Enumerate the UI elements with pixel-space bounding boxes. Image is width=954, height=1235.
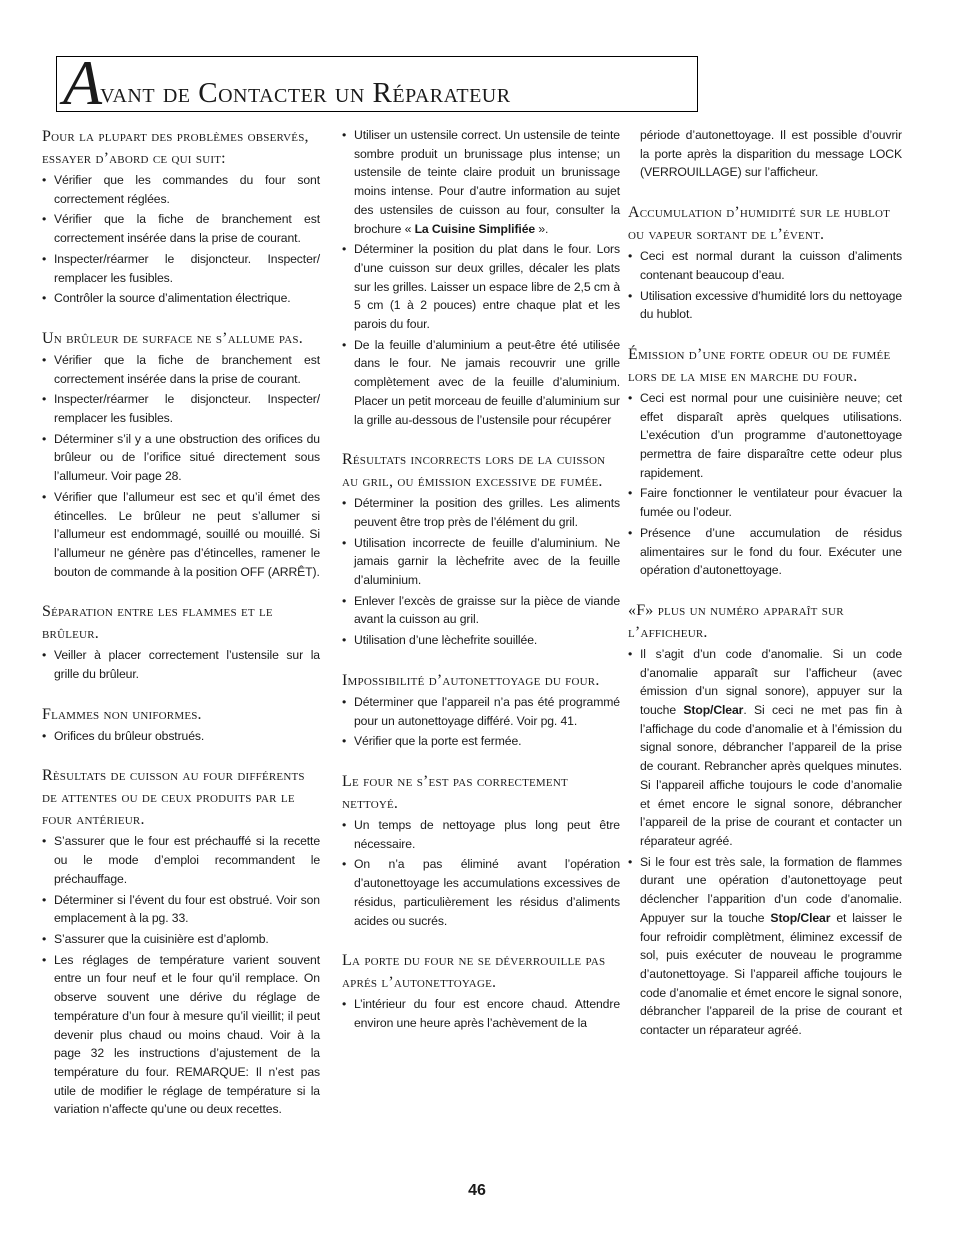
bullet-list (342, 126, 620, 429)
list-item: • Les réglages de température varient souvent entre un four neuf et le four qu’il remplace. On observe souvent une dérive du réglage de température d’un four à mesure qu’il vieillit; il peut devenir plus chaud ou moins chaud. Voir à la page 32 les instructions d’ajustement de la température du four. REMARQUE: Il n’est pas utile de modifier le réglage de température si la variation n’affecte qu’une ou deux recettes. (42, 951, 320, 1119)
list-item: • Utiliser un ustensile correct. Un ustensile de teinte sombre produit un brunissage plus intense; un ustensile de teinte claire produit un brunissage moins intense. Pour d’autre information au sujet des ustensiles de cuisson au four, consulter la brochure « La Cuisine Simplifiée ». (342, 126, 620, 238)
list-item: • S’assurer que le four est préchauffé si la recette ou le mode d’emploi recommandent le préchauffage. (42, 832, 320, 888)
bullet-list (42, 832, 320, 1119)
section-heading: Accumulation d’humidité sur le hublot ou vapeur sortant de l’évent. (628, 204, 891, 244)
section-heading: Le four ne s’est pas correctement nettoyé. (342, 772, 568, 812)
troubleshooting-section (42, 601, 320, 683)
list-item: • Si le four est très sale, la formation de flammes durant une opération d’autonettoyage peut déclencher l’apparition d’un code d’anomalie. Appuyer sur la touche Stop/Clear et laisser le four refroidir complètment, éliminez excessif de sol, puis exécuter de nouveau le programme d’autonettoyage. Si l’appareil affiche toujours le code d’anomalie et émet encore le signal sonore, débrancher l’appareil de la prise de courant et contacter un réparateur agréé. (628, 853, 902, 1040)
troubleshooting-section (628, 202, 902, 324)
page-number: 46 (468, 1182, 486, 1199)
section-heading: Émission d’une forte odeur ou de fumée lors de la mise en marche du four. (628, 345, 891, 385)
section-heading: Flammes non uniformes. (42, 705, 202, 723)
section-heading: La porte du four ne se déverrouille pas aprés l’autonettoyage. (342, 952, 606, 992)
troubleshooting-section (342, 126, 620, 429)
list-item: • Vérifier que l’allumeur est sec et qu’il émet des étincelles. Le brûleur ne peut s’allumer si l’allumeur est endommagé, souillé ou mouillé. Si l’allumeur ne génère pas d’étincelles, ramener le bouton de commande à la position OFF (ARRÊT). (42, 488, 320, 582)
list-item: • S’assurer que la cuisinière est d’aplomb. (42, 930, 320, 949)
bullet-list (628, 389, 902, 580)
column-2 (342, 126, 620, 1053)
bold-term: La Cuisine Simplifiée (414, 221, 536, 236)
section-heading: Pour la plupart des problèmes observés, essayer d’abord ce qui suit: (42, 128, 309, 167)
troubleshooting-section (342, 670, 620, 751)
list-item: • Utilisation d’une lèchefrite souillée. (342, 631, 620, 650)
section-heading: Rèsultats de cuisson au four différents de attentes ou de ceux produits par le four antérieur. (42, 767, 305, 829)
bold-term: Stop/Clear (770, 910, 831, 925)
troubleshooting-section (628, 126, 902, 182)
section-heading: Séparation entre les flammes et le brûleur. (42, 603, 273, 643)
troubleshooting-section (342, 449, 620, 650)
bullet-list (42, 727, 320, 746)
title-initial: A (63, 56, 103, 112)
troubleshooting-section (342, 771, 620, 930)
list-item: • Vérifier que les commandes du four sont correctement réglées. (42, 171, 320, 208)
bold-term: Stop/Clear (683, 703, 744, 718)
list-item: • Contrôler la source d’alimentation électrique. (42, 289, 320, 308)
list-item: • Un temps de nettoyage plus long peut être nécessaire. (342, 816, 620, 853)
list-item: • Utilisation excessive d’humidité lors du nettoyage du hublot. (628, 287, 902, 324)
list-item: • On n’a pas éliminé avant l’opération d’autonettoyage les accumulations excessives de résidus, particulièrement les résidus d’aliments acides ou sucrés. (342, 855, 620, 930)
list-item: • Déterminer s’il y a une obstruction des orifices du brûleur ou de l’orifice situé directement sous l’allumeur. Voir page 28. (42, 430, 320, 486)
list-item: • Enlever l’excès de graisse sur la pièce de viande avant la cuisson au gril. (342, 592, 620, 629)
bullet-list (42, 171, 320, 308)
section-heading: Résultats incorrects lors de la cuisson au gril, ou émission excessive de fumée. (342, 451, 606, 491)
bullet-list (42, 351, 320, 581)
list-item: • Faire fonctionner le ventilateur pour évacuer la fumée ou l’odeur. (628, 484, 902, 521)
list-item: • De la feuille d’aluminium a peut-être été utilisée dans le four. Ne jamais recouvrir une grille complètement avec de la feuille d’aluminium. Placer un petit morceau de feuille d’aluminium sur la grille au-dessous de l’ustensile pour récupérer (342, 336, 620, 430)
section-heading: Un brûleur de surface ne s’allume pas. (42, 329, 303, 347)
troubleshooting-section (42, 328, 320, 581)
list-item: • Vérifier que la fiche de branchement est correctement insérée dans la prise de courant. (42, 351, 320, 388)
section-heading: «F» plus un numéro apparaît sur l’afficheur. (628, 601, 844, 641)
bullet-list (628, 645, 902, 1040)
list-item: • Inspecter/réarmer le disjoncteur. Inspecter/ remplacer les fusibles. (42, 390, 320, 427)
list-item: • Déterminer la position des grilles. Les aliments peuvent être trop près de l’élément du gril. (342, 494, 620, 531)
column-3 (628, 126, 902, 1060)
list-item: • Vérifier que la fiche de branchement est correctement insérée dans la prise de courant. (42, 210, 320, 247)
page-title (56, 56, 698, 112)
list-item: • Déterminer si l’évent du four est obstrué. Voir son emplacement à la pg. 33. (42, 891, 320, 928)
list-item: • Il s’agit d’un code d’anomalie. Si un code d’anomalie apparaît sur l’afficheur (avec émission d’un signal sonore), appuyer sur la touche Stop/Clear. Si ceci ne met pas fin à l’affichage du code d’anomalie et à l’émission du signal sonore, débrancher l’appareil de la prise de courant. Rebrancher après quelques minutes. Si l’appareil affiche toujours le code d’anomalie et émet encore le signal sonore, débrancher l’appareil de la prise de courant et contacter un réparateur agréé. (628, 645, 902, 851)
list-item: • Déterminer que l’appareil n’a pas été programmé pour un autonettoyage différé. Voir pg. 41. (342, 693, 620, 730)
list-item: • Ceci est normal durant la cuisson d’aliments contenant beaucoup d’eau. (628, 247, 902, 284)
troubleshooting-section (42, 765, 320, 1119)
bullet-list (42, 646, 320, 683)
bullet-list (628, 247, 902, 324)
troubleshooting-section (42, 126, 320, 308)
section-heading: Impossibilité d’autonettoyage du four. (342, 671, 600, 689)
list-item: • Veiller à placer correctement l’ustensile sur la grille du brûleur. (42, 646, 320, 683)
list-item: • Orifices du brûleur obstrués. (42, 727, 320, 746)
bullet-list (342, 816, 620, 930)
list-item: • Inspecter/réarmer le disjoncteur. Inspecter/ remplacer les fusibles. (42, 250, 320, 287)
bullet-list (342, 693, 620, 751)
bullet-list (342, 995, 620, 1032)
bullet-list (342, 494, 620, 650)
troubleshooting-section (342, 950, 620, 1032)
list-item: • Utilisation incorrecte de feuille d’aluminium. Ne jamais garnir la lèchefrite avec de la feuille d’aluminium. (342, 534, 620, 590)
troubleshooting-section (628, 344, 902, 580)
list-item: • Ceci est normal pour une cuisinière neuve; cet effet disparaît après quelques utilisations. L’exécution d’un programme d’autonettoyage permettra de faire disparaître cette odeur plus rapidement. (628, 389, 902, 483)
troubleshooting-section (42, 704, 320, 746)
list-item: • Déterminer la position du plat dans le four. Lors d’une cuisson sur deux grilles, décaler les plats sur les grilles. Laisser un espace libre de 2,5 cm à 5 cm (1 à 2 pouces) entre chaque plat et les parois du four. (342, 240, 620, 334)
bullet-list (628, 126, 902, 182)
title-text: vant de Contacter un Réparateur (100, 77, 511, 109)
column-1 (42, 126, 320, 1139)
list-item: • Présence d’une accumulation de résidus alimentaires sur le fond du four. Exécuter une opération d’autonettoyage. (628, 524, 902, 580)
list-item: période d’autonettoyage. Il est possible d’ouvrir la porte après la disparition du message LOCK (VERROUILLAGE) sur l’afficheur. (640, 128, 902, 180)
list-item: • Vérifier que la porte est fermée. (342, 732, 620, 751)
list-item: • L’intérieur du four est encore chaud. Attendre environ une heure après l’achèvement de la (342, 995, 620, 1032)
troubleshooting-section (628, 600, 902, 1040)
